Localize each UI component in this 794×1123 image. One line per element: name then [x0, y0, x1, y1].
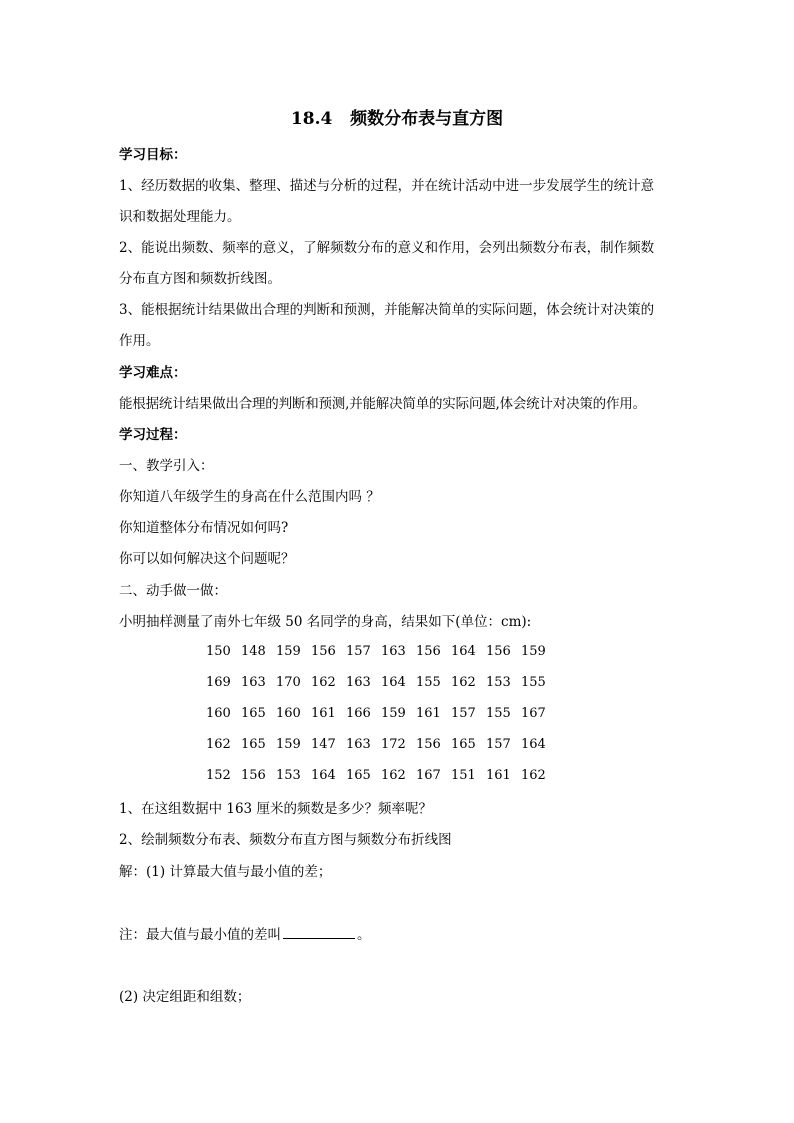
height-cell: 162 [451, 675, 476, 690]
height-cell: 165 [451, 737, 476, 752]
height-cell: 157 [346, 644, 371, 659]
height-cell: 156 [311, 644, 336, 659]
height-cell: 161 [486, 768, 511, 783]
objectives-heading: 学习目标： [119, 147, 187, 163]
hands-on-text: 小明抽样测量了南外七年级 50 名同学的身高，结果如下(单位：cm): [119, 614, 532, 630]
height-cell: 151 [451, 768, 476, 783]
question-2: 2、绘制频数分布表、频数分布直方图与频数分布折线图 [119, 832, 452, 848]
height-cell: 159 [521, 644, 546, 659]
height-cell: 155 [486, 706, 511, 721]
height-cell: 156 [241, 768, 266, 783]
height-cell: 166 [346, 706, 371, 721]
height-cell: 170 [276, 675, 301, 690]
height-cell: 163 [346, 675, 371, 690]
height-cell: 160 [206, 706, 231, 721]
height-cell: 163 [346, 737, 371, 752]
objective-line: 分布直方图和频数折线图。 [119, 271, 281, 287]
height-cell: 159 [381, 706, 406, 721]
height-cell: 162 [206, 737, 231, 752]
height-cell: 148 [241, 644, 266, 659]
height-cell: 159 [276, 644, 301, 659]
height-cell: 165 [346, 768, 371, 783]
height-row [206, 737, 556, 768]
height-cell: 153 [486, 675, 511, 690]
height-cell: 163 [241, 675, 266, 690]
height-cell: 155 [521, 675, 546, 690]
height-cell: 156 [486, 644, 511, 659]
objective-line: 作用。 [119, 333, 160, 349]
height-cell: 162 [521, 768, 546, 783]
height-cell: 163 [381, 644, 406, 659]
height-cell: 159 [276, 737, 301, 752]
height-cell: 153 [276, 768, 301, 783]
height-row [206, 644, 556, 675]
height-cell: 147 [311, 737, 336, 752]
height-row [206, 706, 556, 737]
height-cell: 161 [311, 706, 336, 721]
height-cell: 167 [416, 768, 441, 783]
objective-line: 识和数据处理能力。 [119, 209, 241, 225]
height-data-table [206, 644, 556, 799]
height-cell: 157 [451, 706, 476, 721]
height-cell: 156 [416, 737, 441, 752]
solution-step-2: (2) 决定组距和组数； [119, 989, 251, 1005]
height-cell: 164 [451, 644, 476, 659]
height-cell: 164 [381, 675, 406, 690]
difficulty-text: 能根据统计结果做出合理的判断和预测,并能解决简单的实际问题,体会统计对决策的作用。 [119, 396, 646, 412]
objective-line: 1、经历数据的收集、整理、描述与分析的过程，并在统计活动中进一步发展学生的统计意 [119, 178, 655, 194]
objective-line: 2、能说出频数、频率的意义，了解频数分布的意义和作用，会列出频数分布表，制作频数 [119, 240, 655, 256]
height-cell: 160 [276, 706, 301, 721]
fill-in-blank[interactable] [283, 926, 355, 939]
height-cell: 161 [416, 706, 441, 721]
intro-heading: 一、教学引入： [119, 458, 214, 474]
height-cell: 162 [381, 768, 406, 783]
solution-step-1: 解：(1) 计算最大值与最小值的差； [119, 864, 332, 880]
height-cell: 169 [206, 675, 231, 690]
height-cell: 155 [416, 675, 441, 690]
intro-question: 你可以如何解决这个问题呢？ [119, 551, 295, 567]
note-prefix: 注：最大值与最小值的差叫 [119, 927, 281, 943]
height-cell: 167 [521, 706, 546, 721]
page-title: 18.4 频数分布表与直方图 [290, 109, 504, 129]
height-cell: 150 [206, 644, 231, 659]
intro-question: 你知道八年级学生的身高在什么范围内吗 ？ [119, 489, 380, 505]
difficulty-heading: 学习难点： [119, 365, 187, 381]
intro-question: 你知道整体分布情况如何吗? [119, 520, 289, 536]
hands-on-heading: 二、动手做一做： [119, 583, 227, 599]
height-cell: 165 [241, 706, 266, 721]
note-line [119, 926, 371, 944]
note-suffix: 。 [357, 927, 371, 943]
height-cell: 162 [311, 675, 336, 690]
question-1: 1、在这组数据中 163 厘米的频数是多少？频率呢？ [119, 801, 432, 817]
height-cell: 156 [416, 644, 441, 659]
objective-line: 3、能根据统计结果做出合理的判断和预测，并能解决简单的实际问题，体会统计对决策的 [119, 302, 655, 318]
height-cell: 172 [381, 737, 406, 752]
process-heading: 学习过程： [119, 427, 187, 443]
height-cell: 165 [241, 737, 266, 752]
height-cell: 164 [521, 737, 546, 752]
height-row [206, 768, 556, 799]
height-cell: 157 [486, 737, 511, 752]
height-row [206, 675, 556, 706]
height-cell: 164 [311, 768, 336, 783]
height-cell: 152 [206, 768, 231, 783]
